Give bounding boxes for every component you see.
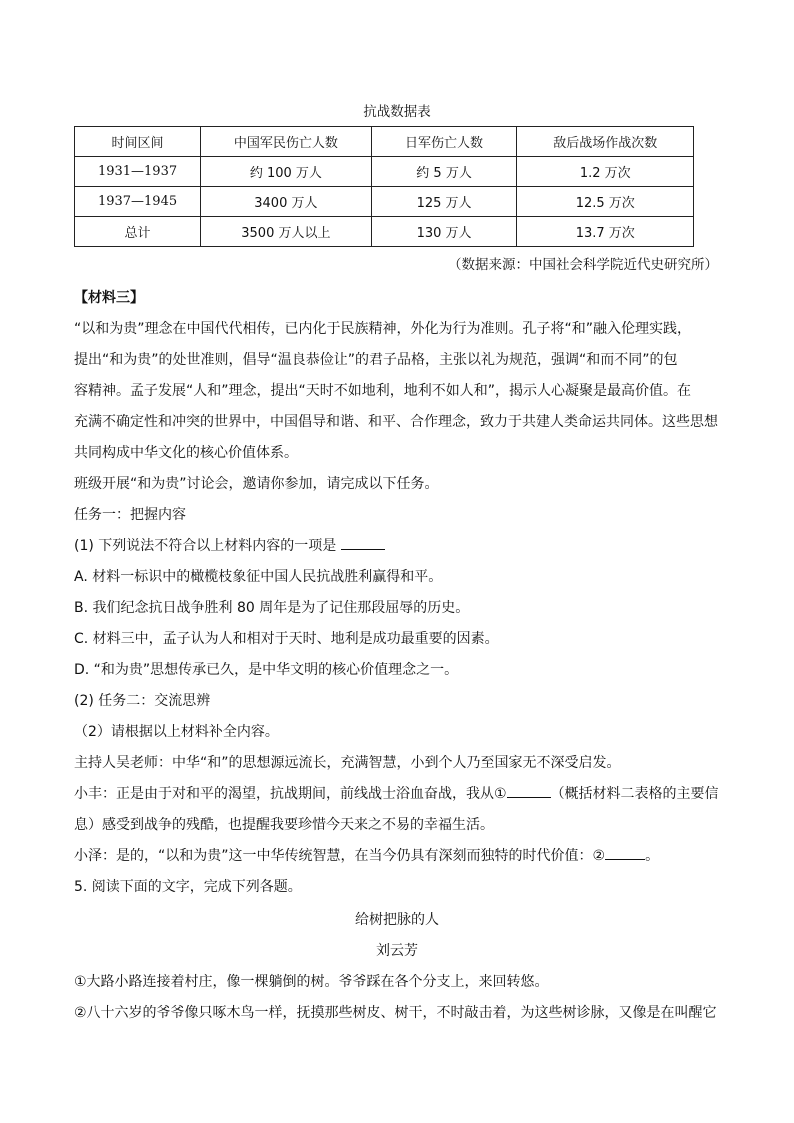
host-line: 主持人吴老师：中华“和”的思想源远流长，充满智慧，小到个人乃至国家无不深受启发。 [74, 755, 621, 771]
answer-blank-one[interactable] [507, 782, 551, 798]
table-title: 抗战数据表 [363, 104, 431, 120]
answer-blank[interactable] [341, 534, 385, 550]
xiaofeng-text: （概括材料二表格的主要信 [550, 786, 719, 802]
answer-blank-two[interactable] [605, 844, 645, 860]
table-cell: 1.2 万次 [517, 157, 694, 187]
option-c: C. 材料三中，孟子认为人和相对于天时、地利是成功最重要的因素。 [74, 631, 499, 647]
table-cell: 1937—1945 [75, 187, 201, 217]
option-b: B. 我们纪念抗日战争胜利 80 周年是为了记住那段屈辱的历史。 [74, 600, 470, 616]
xiaoze-text: 。 [645, 848, 660, 864]
war-data-table [74, 126, 694, 247]
material-three-heading: 【材料三】 [74, 290, 144, 306]
article-author: 刘云芳 [376, 943, 418, 959]
task-intro: 班级开展“和为贵”讨论会，邀请你参加，请完成以下任务。 [74, 476, 439, 492]
table-cell: 约 5 万人 [371, 157, 517, 187]
table-row [75, 187, 694, 217]
question-five-prompt: 5. 阅读下面的文字，完成下列各题。 [74, 879, 302, 895]
table-cell: 总计 [75, 217, 201, 247]
table-cell: 1931—1937 [75, 157, 201, 187]
material-three-line: 容精神。孟子发展“人和”理念，提出“天时不如地利，地利不如人和”，揭示人心凝聚是最高价值。在 [74, 383, 692, 399]
task-one-heading: 任务一：把握内容 [74, 507, 186, 523]
table-header-cell: 敌后战场作战次数 [517, 127, 694, 157]
table-header-row [75, 127, 694, 157]
material-three-line: 共同构成中华文化的核心价值体系。 [74, 445, 298, 461]
material-three-line: “以和为贵”理念在中国代代相传，已内化于民族精神，外化为行为准则。孔子将“和”融入伦理实践， [74, 321, 692, 337]
table-row [75, 217, 694, 247]
table-cell: 125 万人 [371, 187, 517, 217]
table-cell: 12.5 万次 [517, 187, 694, 217]
table-source-note: （数据来源：中国社会科学院近代史研究所） [448, 257, 718, 273]
xiaofeng-line-continued: 息）感受到战争的残酷，也提醒我要珍惜今天来之不易的幸福生活。 [74, 817, 494, 833]
table-header-cell: 中国军民伤亡人数 [201, 127, 372, 157]
material-three-line: 充满不确定性和冲突的世界中，中国倡导和谐、和平、合作理念，致力于共建人类命运共同体。这些思想 [74, 414, 718, 430]
question-one [74, 531, 722, 562]
table-cell: 3500 万人以上 [201, 217, 372, 247]
xiaoze-line [74, 841, 722, 872]
article-title: 给树把脉的人 [355, 912, 439, 928]
article-paragraph: ①大路小路连接着村庄，像一棵躺倒的树。爷爷踩在各个分支上，来回转悠。 [74, 974, 549, 990]
task-two-heading: (2) 任务二：交流思辨 [74, 693, 211, 709]
option-a: A. 材料一标识中的橄榄枝象征中国人民抗战胜利赢得和平。 [74, 569, 443, 585]
table-header-cell: 时间区间 [75, 127, 201, 157]
table-cell: 约 100 万人 [201, 157, 372, 187]
material-three-line: 提出“和为贵”的处世准则，倡导“温良恭俭让”的君子品格，主张以礼为规范，强调“和而不同”的包 [74, 352, 678, 368]
table-row [75, 157, 694, 187]
xiaoze-text: 小泽：是的，“以和为贵”这一中华传统智慧，在当今仍具有深刻而独特的时代价值：② [74, 848, 606, 864]
option-d: D. “和为贵”思想传承已久，是中华文明的核心价值理念之一。 [74, 662, 459, 678]
xiaofeng-text: 小丰：正是由于对和平的渴望，抗战期间，前线战士浴血奋战，我从① [74, 786, 507, 802]
table-cell: 130 万人 [371, 217, 517, 247]
xiaofeng-line [74, 779, 722, 810]
table-cell: 3400 万人 [201, 187, 372, 217]
question-two: （2）请根据以上材料补全内容。 [74, 724, 279, 740]
article-paragraph: ②八十六岁的爷爷像只啄木鸟一样，抚摸那些树皮、树干，不时敲击着，为这些树诊脉，又像是在叫醒它 [74, 1005, 717, 1021]
question-one-text: (1) 下列说法不符合以上材料内容的一项是 [74, 538, 337, 554]
table-header-cell: 日军伤亡人数 [371, 127, 517, 157]
table-cell: 13.7 万次 [517, 217, 694, 247]
